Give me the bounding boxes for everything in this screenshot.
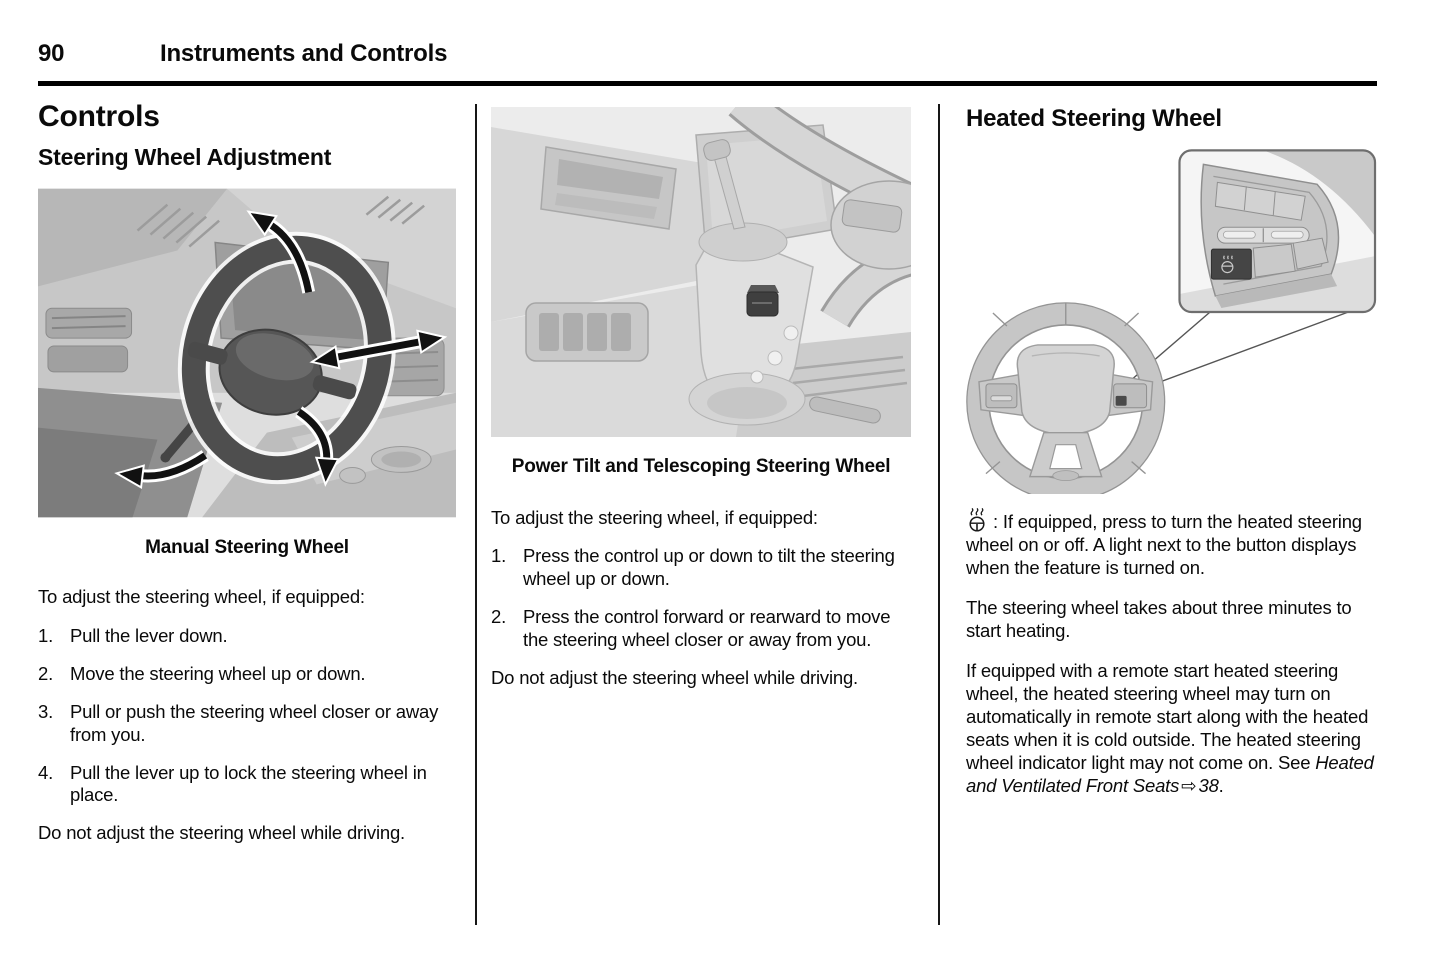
column-power-tilt bbox=[491, 107, 911, 690]
column-controls bbox=[38, 100, 456, 845]
power-tilt-control bbox=[747, 285, 779, 316]
page-number: 90 bbox=[38, 40, 65, 67]
cross-reference-arrow-icon: ⇨ bbox=[1181, 774, 1197, 796]
cross-reference-title: Heated and Ventilated Front Seats bbox=[966, 751, 1374, 796]
list-item bbox=[38, 663, 456, 686]
warning-text: Do not adjust the steering wheel while driving. bbox=[38, 822, 405, 844]
heated-steering-wheel-icon bbox=[966, 508, 988, 532]
intro-text: To adjust the steering wheel, if equipped: bbox=[38, 585, 365, 607]
door-vent bbox=[526, 303, 648, 361]
step-number: 1. bbox=[38, 624, 54, 646]
step-number: 2. bbox=[491, 606, 507, 628]
heated-paragraph bbox=[966, 508, 1381, 580]
heated-steering-wheel-illustration bbox=[966, 144, 1381, 494]
list-item bbox=[491, 606, 911, 652]
figure-caption-power-tilt: Power Tilt and Telescoping Steering Wheel bbox=[511, 456, 891, 477]
step-number: 2. bbox=[38, 662, 54, 684]
step-text: Pull the lever up to lock the steering wheel in place. bbox=[70, 761, 427, 806]
header-rule bbox=[38, 81, 1377, 86]
figure-caption-manual-steering-wheel: Manual Steering Wheel bbox=[145, 537, 349, 559]
inset-zoom-box bbox=[1179, 151, 1375, 313]
heated-button-description: : If equipped, press to turn the heated steering wheel on or off. A light next to the button displays when the feature is turned on. bbox=[966, 511, 1362, 579]
sentence-period: . bbox=[1218, 774, 1224, 796]
step-text: Press the control up or down to tilt the steering wheel up or down. bbox=[523, 545, 895, 590]
heated-steering-wheel-button bbox=[1116, 396, 1127, 406]
step-text: Pull or push the steering wheel closer or away from you. bbox=[70, 700, 439, 745]
subsection-steering-wheel-adjustment: Steering Wheel Adjustment bbox=[38, 144, 332, 170]
step-text: Press the control forward or rearward to move the steering wheel closer or away from you. bbox=[523, 606, 891, 651]
step-number: 1. bbox=[491, 545, 507, 567]
section-title-heated-steering-wheel: Heated Steering Wheel bbox=[966, 105, 1222, 132]
cross-reference-page: 38 bbox=[1198, 774, 1219, 796]
power-tilt-illustration bbox=[491, 107, 911, 437]
list-item bbox=[491, 545, 911, 591]
column-divider-left bbox=[475, 104, 477, 925]
steering-wheel-front bbox=[967, 303, 1165, 494]
heated-steering-wheel-figure bbox=[966, 144, 1381, 494]
step-text: Move the steering wheel up or down. bbox=[70, 662, 366, 684]
column-heated-steering-wheel bbox=[966, 106, 1381, 815]
section-title-controls: Controls bbox=[38, 100, 160, 133]
step-text: Pull the lever down. bbox=[70, 624, 228, 646]
remote-start-text: If equipped with a remote start heated steering wheel, the heated steering wheel may turn on automatically in remote start along with the heated seats when it is cold outside. The heated steering wheel indicator light may not come on. See bbox=[966, 660, 1369, 773]
power-tilt-figure bbox=[491, 107, 911, 437]
step-number: 4. bbox=[38, 761, 54, 783]
heating-time-paragraph: The steering wheel takes about three minutes to start heating. bbox=[966, 597, 1352, 642]
warning-text: Do not adjust the steering wheel while driving. bbox=[491, 667, 858, 689]
manual-steering-wheel-illustration bbox=[38, 188, 456, 518]
step-number: 3. bbox=[38, 700, 54, 722]
remote-start-paragraph bbox=[966, 660, 1381, 798]
list-item bbox=[38, 762, 456, 808]
intro-text: To adjust the steering wheel, if equipped: bbox=[491, 506, 818, 528]
chapter-title: Instruments and Controls bbox=[160, 40, 448, 67]
list-item bbox=[38, 625, 456, 648]
column-divider-right bbox=[938, 104, 940, 925]
list-item bbox=[38, 701, 456, 747]
manual-steering-wheel-figure bbox=[38, 188, 456, 518]
